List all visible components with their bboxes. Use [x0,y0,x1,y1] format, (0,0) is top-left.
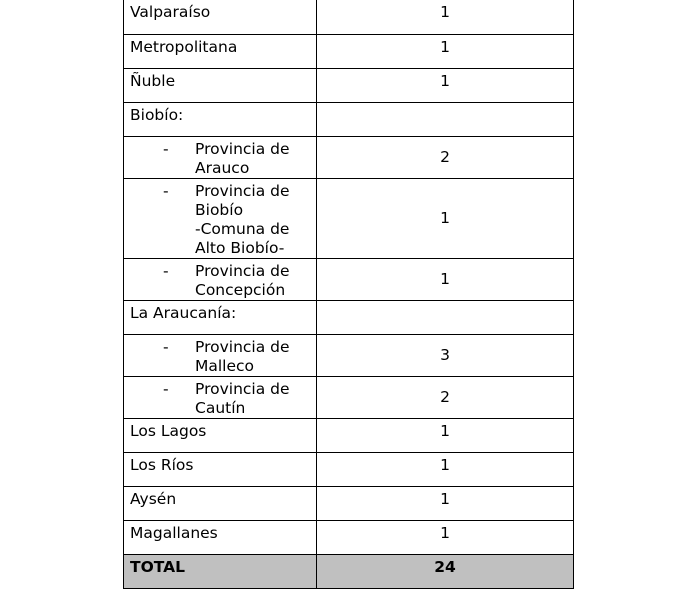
province-line: Concepción [195,281,286,299]
province-line: Cautín [195,399,246,417]
table-row [124,0,574,35]
table-row [124,179,574,259]
region-name: Biobío: [124,103,317,137]
province-line: Alto Biobío- [195,239,285,257]
table-row [124,137,574,179]
table-row [124,521,574,555]
region-count: 2 [317,377,574,419]
province-cell [124,377,317,419]
province-line: Arauco [195,159,250,177]
region-count: 1 [317,179,574,259]
region-count: 3 [317,335,574,377]
region-count [317,301,574,335]
list-dash: - [163,182,169,200]
total-label: TOTAL [124,555,317,589]
list-dash: - [163,262,169,280]
table-row [124,419,574,453]
table-row [124,453,574,487]
region-count: 1 [317,259,574,301]
region-count: 1 [317,487,574,521]
table-row [124,377,574,419]
region-count: 1 [317,419,574,453]
province-line: Malleco [195,357,255,375]
region-name: La Araucanía: [124,301,317,335]
region-name: Ñuble [124,69,317,103]
region-count: 2 [317,137,574,179]
list-dash: - [163,140,169,158]
province-cell [124,137,317,179]
table-row [124,487,574,521]
province-cell [124,259,317,301]
region-name: Los Lagos [124,419,317,453]
region-name: Aysén [124,487,317,521]
total-value: 24 [317,555,574,589]
region-name: Magallanes [124,521,317,555]
region-name: Los Ríos [124,453,317,487]
province-line: Provincia de [195,380,290,398]
list-dash: - [163,338,169,356]
table-row [124,259,574,301]
province-cell [124,179,317,259]
table-row [124,301,574,335]
region-name: Valparaíso [124,0,317,35]
region-count: 1 [317,69,574,103]
table-row [124,69,574,103]
province-line: Provincia de [195,140,290,158]
region-count [317,103,574,137]
region-count: 1 [317,0,574,35]
province-line: Provincia de [195,338,290,356]
region-count: 1 [317,453,574,487]
province-line: Provincia de [195,262,290,280]
total-row [124,555,574,589]
province-line: Provincia de [195,182,290,200]
table-row [124,335,574,377]
province-cell [124,335,317,377]
list-dash: - [163,380,169,398]
province-line: Biobío [195,201,244,219]
table-row [124,35,574,69]
region-name: Metropolitana [124,35,317,69]
province-line: -Comuna de [195,220,290,238]
regions-table [123,0,574,589]
table-row [124,103,574,137]
region-count: 1 [317,521,574,555]
region-count: 1 [317,35,574,69]
